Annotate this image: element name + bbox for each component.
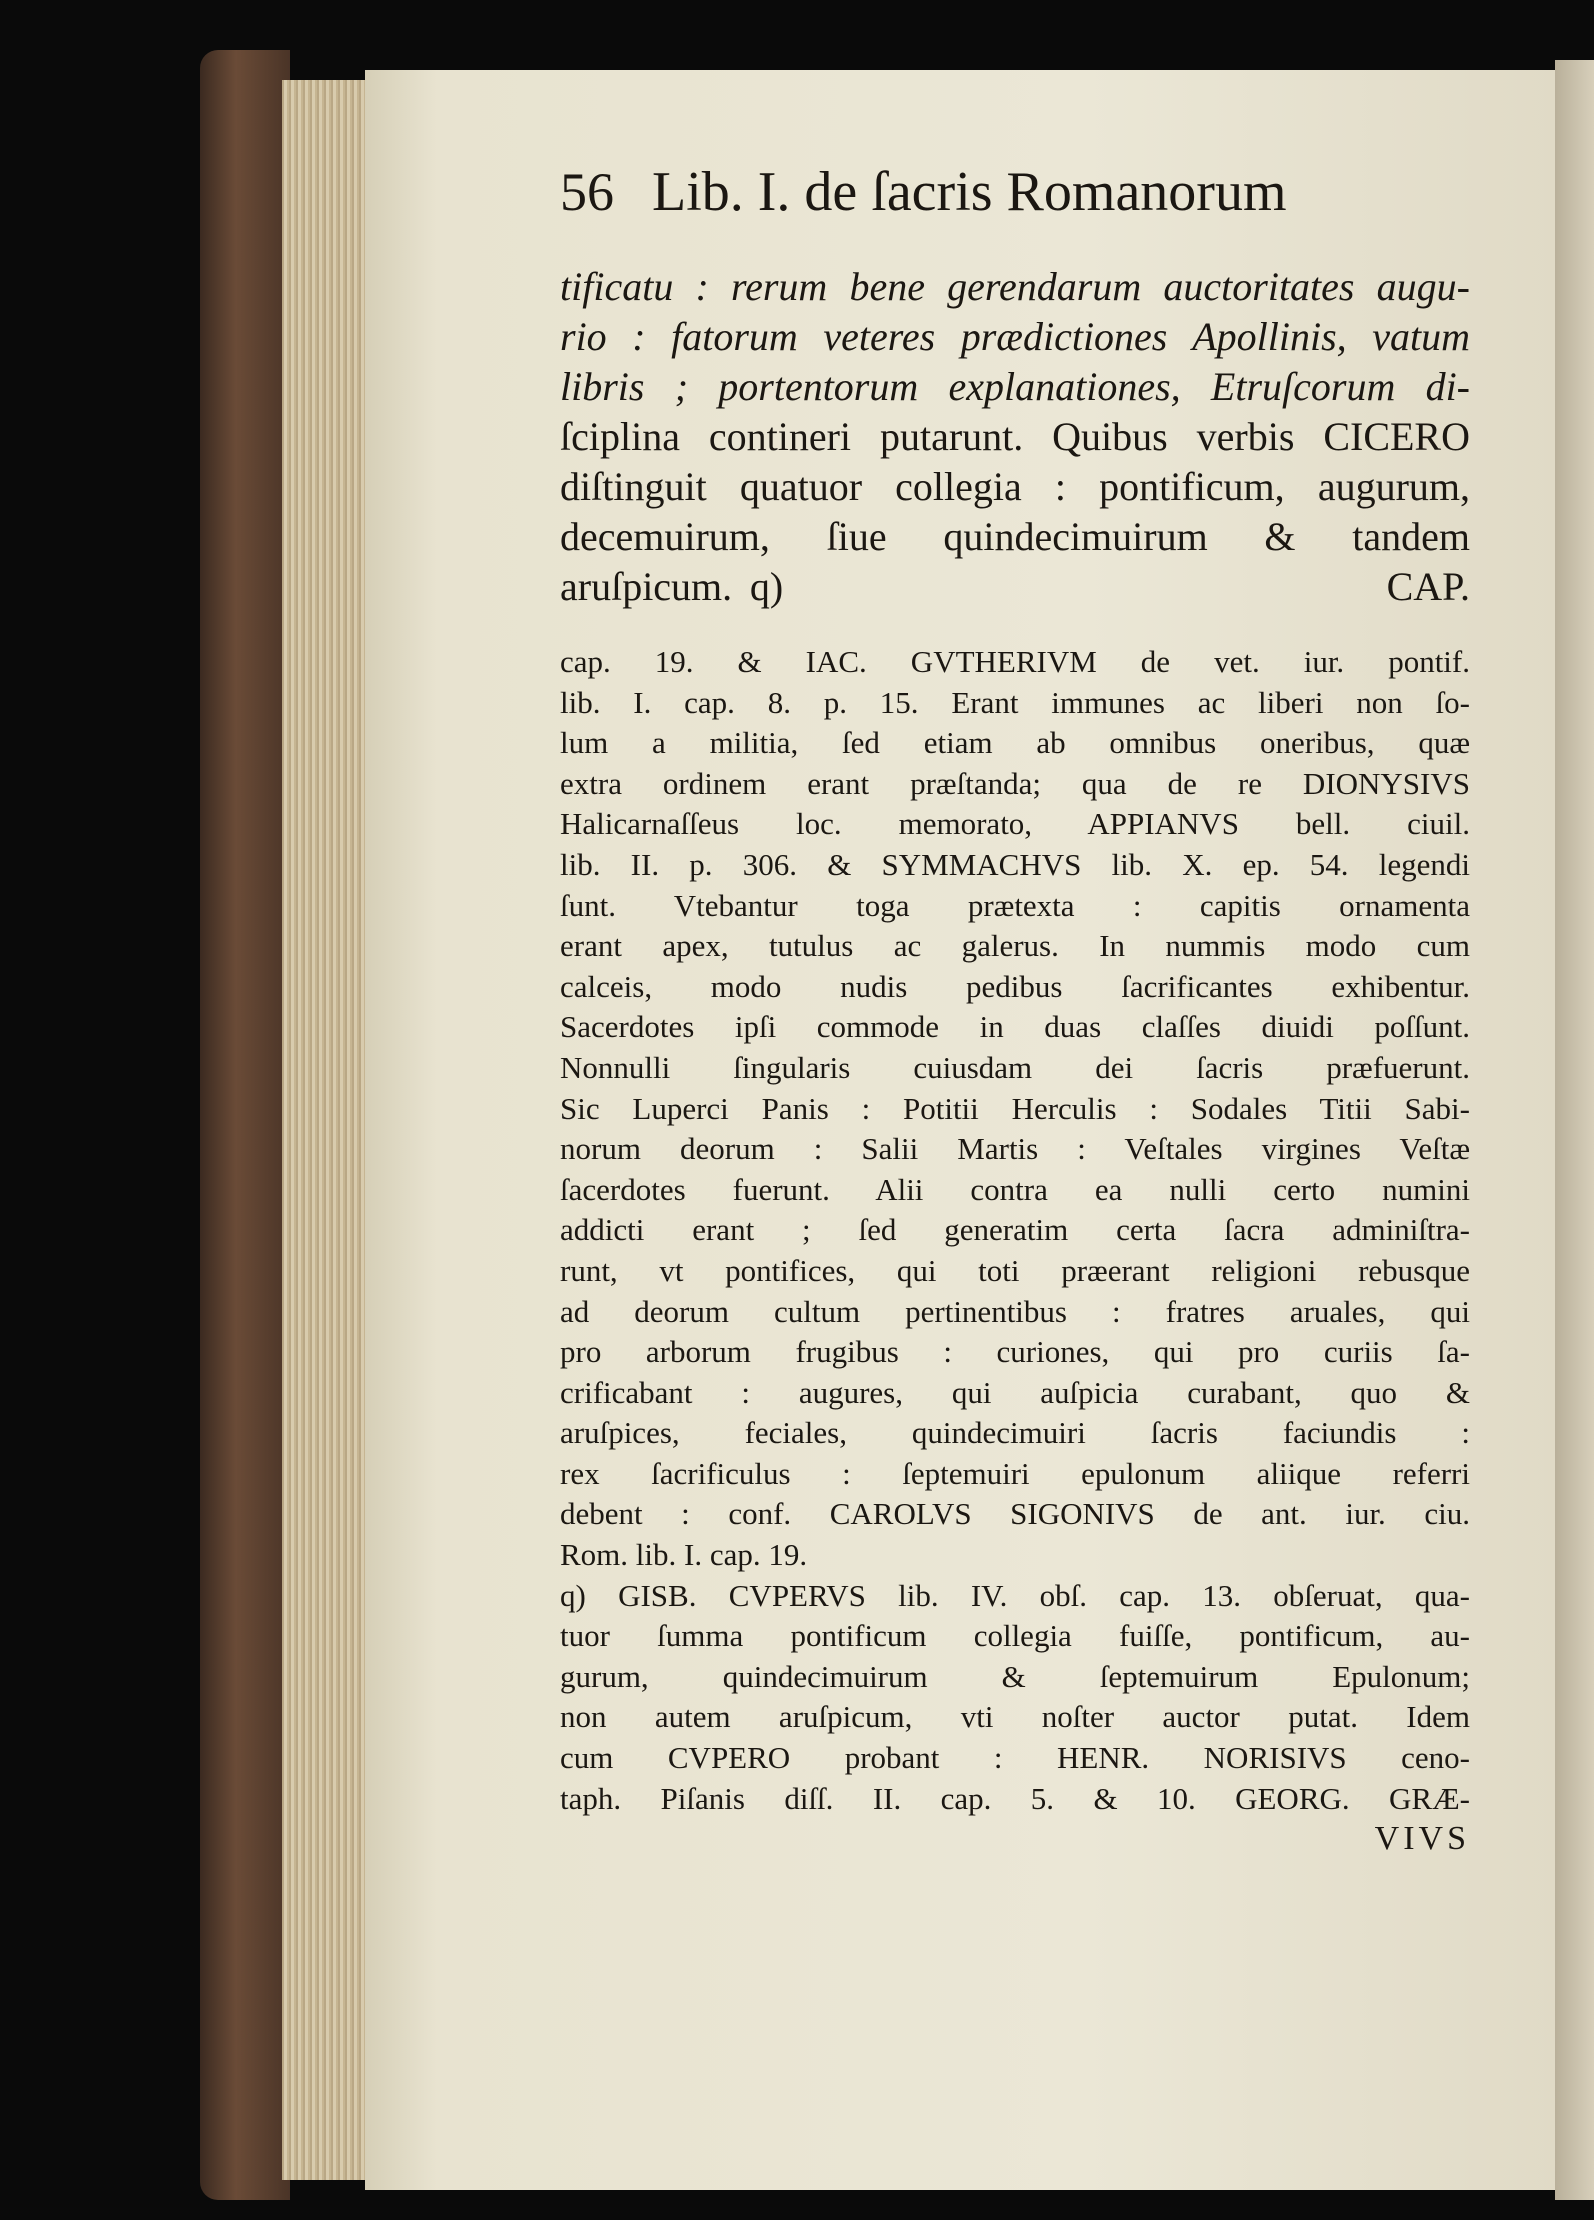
footnote-line: lib. I. cap. 8. p. 15. Erant immunes ac liberi non ſo- [560, 684, 1470, 720]
footnote-line: addicti erant ; ſed generatim certa ſacra adminiſtra- [560, 1212, 1470, 1248]
footnotes [560, 642, 1470, 1819]
page-number: 56 [560, 162, 614, 222]
footnote-line: gurum, quindecimuirum & ſeptemuirum Epulonum; [560, 1658, 1470, 1694]
footnote-line: rex ſacrificulus : ſeptemuiri epulonum aliique referri [560, 1455, 1470, 1491]
main-line: aruſpicum. q) CAP. [560, 564, 1470, 609]
page-text [560, 160, 1470, 1859]
footnote-line: ſunt. Vtebantur toga prætexta : capitis ornamenta [560, 887, 1470, 923]
book-cover-left [200, 50, 290, 2200]
footnote-line: lib. II. p. 306. & SYMMACHVS lib. X. ep. 54. legendi [560, 846, 1470, 882]
catchword: VIVS [1374, 1820, 1470, 1858]
footnote-line: Halicarnaſſeus loc. memorato, APPIANVS bell. ciuil. [560, 806, 1470, 842]
footnote-line: ad deorum cultum pertinentibus : fratres aruales, qui [560, 1293, 1470, 1329]
page-edges [282, 80, 367, 2180]
footnote-line: calceis, modo nudis pedibus ſacrificantes exhibentur. [560, 968, 1470, 1004]
main-line: ſciplina contineri putarunt. Quibus verbis CICERO [560, 414, 1470, 459]
book-cover-right [1555, 60, 1594, 2200]
footnote-line: Rom. lib. I. cap. 19. [560, 1537, 808, 1573]
running-title: Lib. I. de ſacris Romanorum [652, 161, 1287, 223]
footnote-line: ſacerdotes fuerunt. Alii contra ea nulli certo numini [560, 1171, 1470, 1207]
main-line: tificatu : rerum bene gerendarum auctoritates augu- [560, 264, 1470, 309]
footnote-line: cum CVPERO probant : HENR. NORISIVS ceno- [560, 1740, 1470, 1776]
footnote-line: runt, vt pontifices, qui toti præerant religioni rebusque [560, 1252, 1470, 1288]
footnote-line: taph. Piſanis diſſ. II. cap. 5. & 10. GEORG. GRÆ- [560, 1780, 1470, 1816]
main-text [560, 262, 1470, 612]
footnote-line: tuor ſumma pontificum collegia fuiſſe, pontificum, au- [560, 1618, 1470, 1654]
footnote-line: pro arborum frugibus : curiones, qui pro curiis ſa- [560, 1334, 1470, 1370]
running-header [560, 160, 1470, 240]
footnote-line: erant apex, tutulus ac galerus. In nummis modo cum [560, 928, 1470, 964]
footnote-line: cap. 19. & IAC. GVTHERIVM de vet. iur. pontif. [560, 644, 1470, 679]
main-line: rio : fatorum veteres prædictiones Apollinis, vatum [560, 314, 1470, 359]
main-line: diſtinguit quatuor collegia : pontificum, augurum, [560, 464, 1470, 509]
footnote-line: aruſpices, feciales, quindecimuiri ſacris faciundis : [560, 1415, 1470, 1451]
footnote-line: crificabant : augures, qui auſpicia curabant, quo & [560, 1374, 1470, 1410]
main-line: decemuirum, ſiue quindecimuirum & tandem [560, 514, 1470, 559]
footnote-line: norum deorum : Salii Martis : Veſtales virgines Veſtæ [560, 1131, 1470, 1167]
footnote-line: extra ordinem erant præſtanda; qua de re DIONYSIVS [560, 765, 1470, 801]
main-line: libris ; portentorum explanationes, Etruſcorum di- [560, 364, 1470, 409]
footnote-line: lum a militia, ſed etiam ab omnibus oneribus, quæ [560, 725, 1470, 761]
footnote-line: Sic Luperci Panis : Potitii Herculis : Sodales Titii Sabi- [560, 1090, 1470, 1126]
footnote-line: non autem aruſpicum, vti noſter auctor putat. Idem [560, 1699, 1470, 1735]
footnote-line: Nonnulli ſingularis cuiusdam dei ſacris præfuerunt. [560, 1049, 1470, 1085]
footnote-line: q) GISB. CVPERVS lib. IV. obſ. cap. 13. obſeruat, qua- [560, 1577, 1470, 1613]
footnote-line: debent : conf. CAROLVS SIGONIVS de ant. iur. ciu. [560, 1496, 1470, 1532]
footnote-line: Sacerdotes ipſi commode in duas claſſes diuidi poſſunt. [560, 1009, 1470, 1045]
